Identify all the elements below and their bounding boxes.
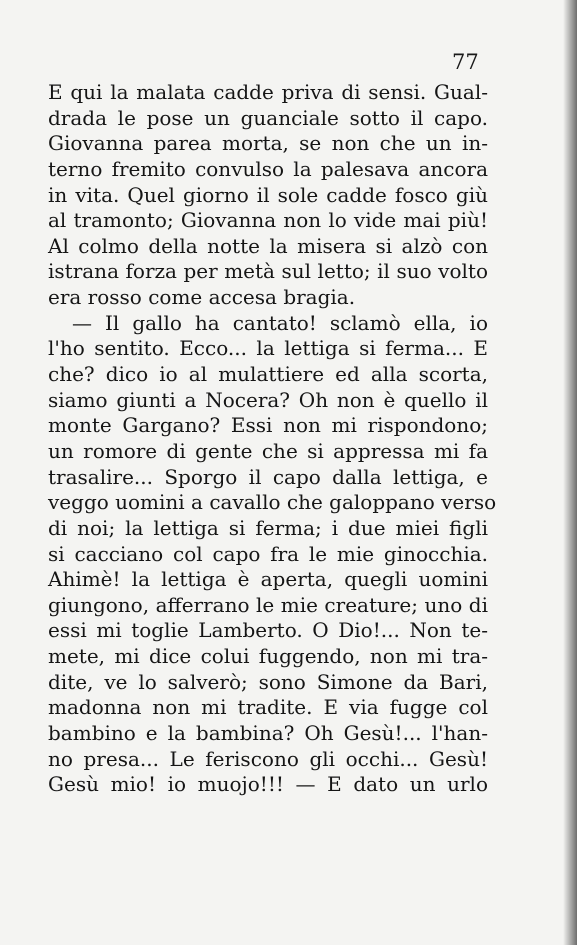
text-line: veggo uomini a cavallo che galoppano verso bbox=[48, 490, 497, 515]
text-line: — Il gallo ha cantato! sclamò ella, io bbox=[72, 310, 488, 335]
text-line: al tramonto; Giovanna non lo vide mai più! bbox=[48, 208, 488, 233]
text-line: Gesù mio! io muojo!!! — E dato un urlo bbox=[48, 772, 488, 797]
text-line: trasalire... Sporgo il capo dalla lettiga, e bbox=[48, 464, 488, 489]
text-line: in vita. Quel giorno il sole cadde fosco giù bbox=[48, 182, 488, 207]
text-line: madonna non mi tradite. E via fugge col bbox=[48, 695, 488, 720]
text-line: un romore di gente che si appressa mi fa bbox=[48, 438, 488, 463]
body-text bbox=[48, 80, 497, 798]
text-line: dite, ve lo salverò; sono Simone da Bari, bbox=[48, 669, 488, 694]
text-line: mete, mi dice colui fuggendo, non mi tra- bbox=[48, 644, 488, 669]
text-line: terno fremito convulso la palesava ancora bbox=[48, 156, 488, 181]
text-line: di noi; la lettiga si ferma; i due miei figli bbox=[48, 515, 488, 540]
page-number: 77 bbox=[452, 50, 479, 74]
text-line: bambino e la bambina? Oh Gesù!... l'han- bbox=[48, 721, 488, 746]
text-line: giungono, afferrano le mie creature; uno di bbox=[48, 592, 488, 617]
text-line: l'ho sentito. Ecco... la lettiga si ferma... E bbox=[48, 336, 488, 361]
text-line: essi mi toglie Lamberto. O Dio!... Non te- bbox=[48, 618, 488, 643]
text-line: istrana forza per metà sul letto; il suo volto bbox=[48, 259, 488, 284]
text-line: siamo giunti a Nocera? Oh non è quello il bbox=[48, 387, 488, 412]
text-line: drada le pose un guanciale sotto il capo. bbox=[48, 105, 488, 130]
text-line: monte Gargano? Essi non mi rispondono; bbox=[48, 413, 488, 438]
text-line: che? dico io al mulattiere ed alla scorta, bbox=[48, 362, 488, 387]
text-line: Al colmo della notte la misera si alzò con bbox=[48, 233, 488, 258]
text-line: si cacciano col capo fra le mie ginocchia. bbox=[48, 541, 488, 566]
text-line: era rosso come accesa bragia. bbox=[48, 285, 356, 310]
text-line: Ahimè! la lettiga è aperta, quegli uomini bbox=[48, 567, 488, 592]
text-line: no presa... Le feriscono gli occhi... Gesù! bbox=[48, 746, 488, 771]
text-line: E qui la malata cadde priva di sensi. Gual- bbox=[48, 80, 488, 104]
text-line: Giovanna parea morta, se non che un in- bbox=[48, 131, 488, 156]
